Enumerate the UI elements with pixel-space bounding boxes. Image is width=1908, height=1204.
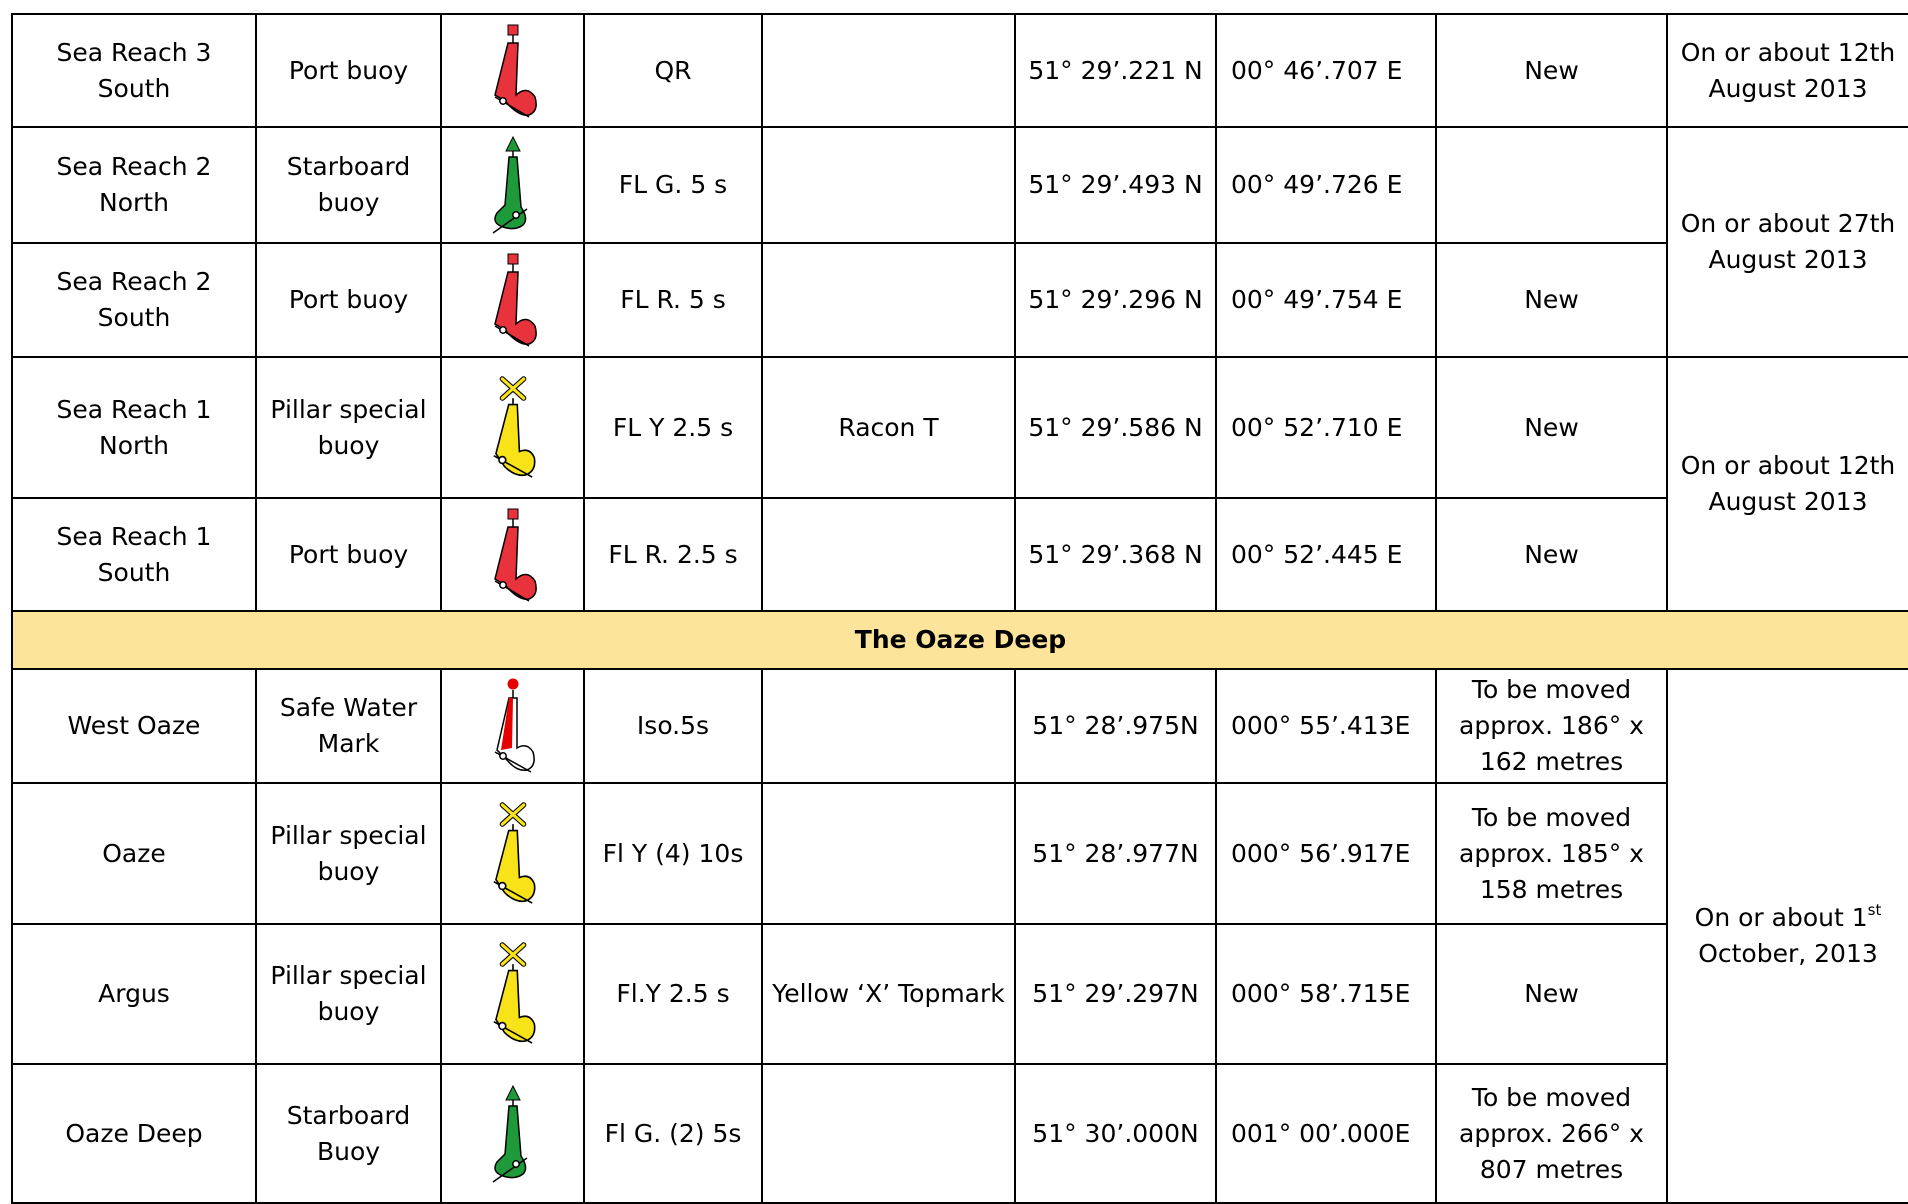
buoy-type: Port buoy [256,14,441,127]
remarks [762,243,1015,357]
longitude: 00° 49’.754 E [1216,243,1436,357]
date-text-end: October, 2013 [1698,939,1878,968]
light-characteristic: FL R. 2.5 s [584,498,762,611]
buoy-name: West Oaze [12,669,256,783]
longitude: 001° 00’.000E [1216,1064,1436,1203]
table-row [12,1064,1908,1203]
light-characteristic: QR [584,14,762,127]
buoy-name: Oaze [12,783,256,924]
status: New [1436,357,1667,498]
status [1436,127,1667,243]
remarks: Yellow ‘X’ Topmark [762,924,1015,1064]
buoy-name: Sea Reach 2 North [12,127,256,243]
longitude: 00° 52’.710 E [1216,357,1436,498]
remarks [762,783,1015,924]
table-row [12,127,1908,243]
light-characteristic: FL R. 5 s [584,243,762,357]
buoy-type: Port buoy [256,243,441,357]
date-ordinal: st [1867,900,1882,919]
date: On or about 12th August 2013 [1667,14,1908,127]
table-row [12,498,1908,611]
table-row [12,669,1908,783]
latitude: 51° 29’.493 N [1015,127,1216,243]
status: To be moved approx. 185° x 158 metres [1436,783,1667,924]
port-buoy-icon [481,21,545,121]
longitude: 000° 56’.917E [1216,783,1436,924]
section-header-row [12,611,1908,669]
buoy-type: Pillar special buoy [256,357,441,498]
latitude: 51° 29’.221 N [1015,14,1216,127]
remarks: Racon T [762,357,1015,498]
remarks [762,669,1015,783]
light-characteristic: Iso.5s [584,669,762,783]
longitude: 00° 46’.707 E [1216,14,1436,127]
remarks [762,1064,1015,1203]
buoy-type: Starboard Buoy [256,1064,441,1203]
special-buoy-icon [481,368,545,488]
starboard-buoy-icon [481,1084,545,1184]
light-characteristic: Fl G. (2) 5s [584,1064,762,1203]
buoy-type: Pillar special buoy [256,783,441,924]
remarks [762,14,1015,127]
date: On or about 27th August 2013 [1667,127,1908,357]
latitude: 51° 29’.296 N [1015,243,1216,357]
light-characteristic: Fl Y (4) 10s [584,783,762,924]
longitude: 00° 49’.726 E [1216,127,1436,243]
date: On or about 12th August 2013 [1667,357,1908,611]
latitude: 51° 30’.000N [1015,1064,1216,1203]
latitude: 51° 29’.586 N [1015,357,1216,498]
port-buoy-icon [481,505,545,605]
buoy-name: Oaze Deep [12,1064,256,1203]
remarks [762,498,1015,611]
longitude: 000° 58’.715E [1216,924,1436,1064]
notice-table [11,13,1908,1204]
longitude: 000° 55’.413E [1216,669,1436,783]
table-row [12,783,1908,924]
date [1667,669,1908,1203]
table-row [12,924,1908,1064]
buoy-name: Sea Reach 1 North [12,357,256,498]
buoy-type: Pillar special buoy [256,924,441,1064]
light-characteristic: FL Y 2.5 s [584,357,762,498]
table-row [12,243,1908,357]
buoy-name: Sea Reach 1 South [12,498,256,611]
status: New [1436,924,1667,1064]
buoy-name: Argus [12,924,256,1064]
status: New [1436,498,1667,611]
status: New [1436,243,1667,357]
remarks [762,127,1015,243]
table-row [12,14,1908,127]
special-buoy-icon [481,934,545,1054]
light-characteristic: FL G. 5 s [584,127,762,243]
latitude: 51° 29’.368 N [1015,498,1216,611]
buoy-name: Sea Reach 3 South [12,14,256,127]
light-characteristic: Fl.Y 2.5 s [584,924,762,1064]
table-row [12,357,1908,498]
starboard-buoy-icon [481,135,545,235]
buoy-type: Port buoy [256,498,441,611]
status: To be moved approx. 186° x 162 metres [1436,669,1667,783]
date-text: On or about 1 [1694,903,1868,932]
special-buoy-icon [481,794,545,914]
section-title: The Oaze Deep [12,611,1908,669]
buoy-type: Starboard buoy [256,127,441,243]
status: To be moved approx. 266° x 807 metres [1436,1064,1667,1203]
port-buoy-icon [481,250,545,350]
buoy-type: Safe Water Mark [256,669,441,783]
latitude: 51° 28’.975N [1015,669,1216,783]
latitude: 51° 28’.977N [1015,783,1216,924]
status: New [1436,14,1667,127]
latitude: 51° 29’.297N [1015,924,1216,1064]
longitude: 00° 52’.445 E [1216,498,1436,611]
safe-water-buoy-icon [481,676,545,776]
buoy-name: Sea Reach 2 South [12,243,256,357]
